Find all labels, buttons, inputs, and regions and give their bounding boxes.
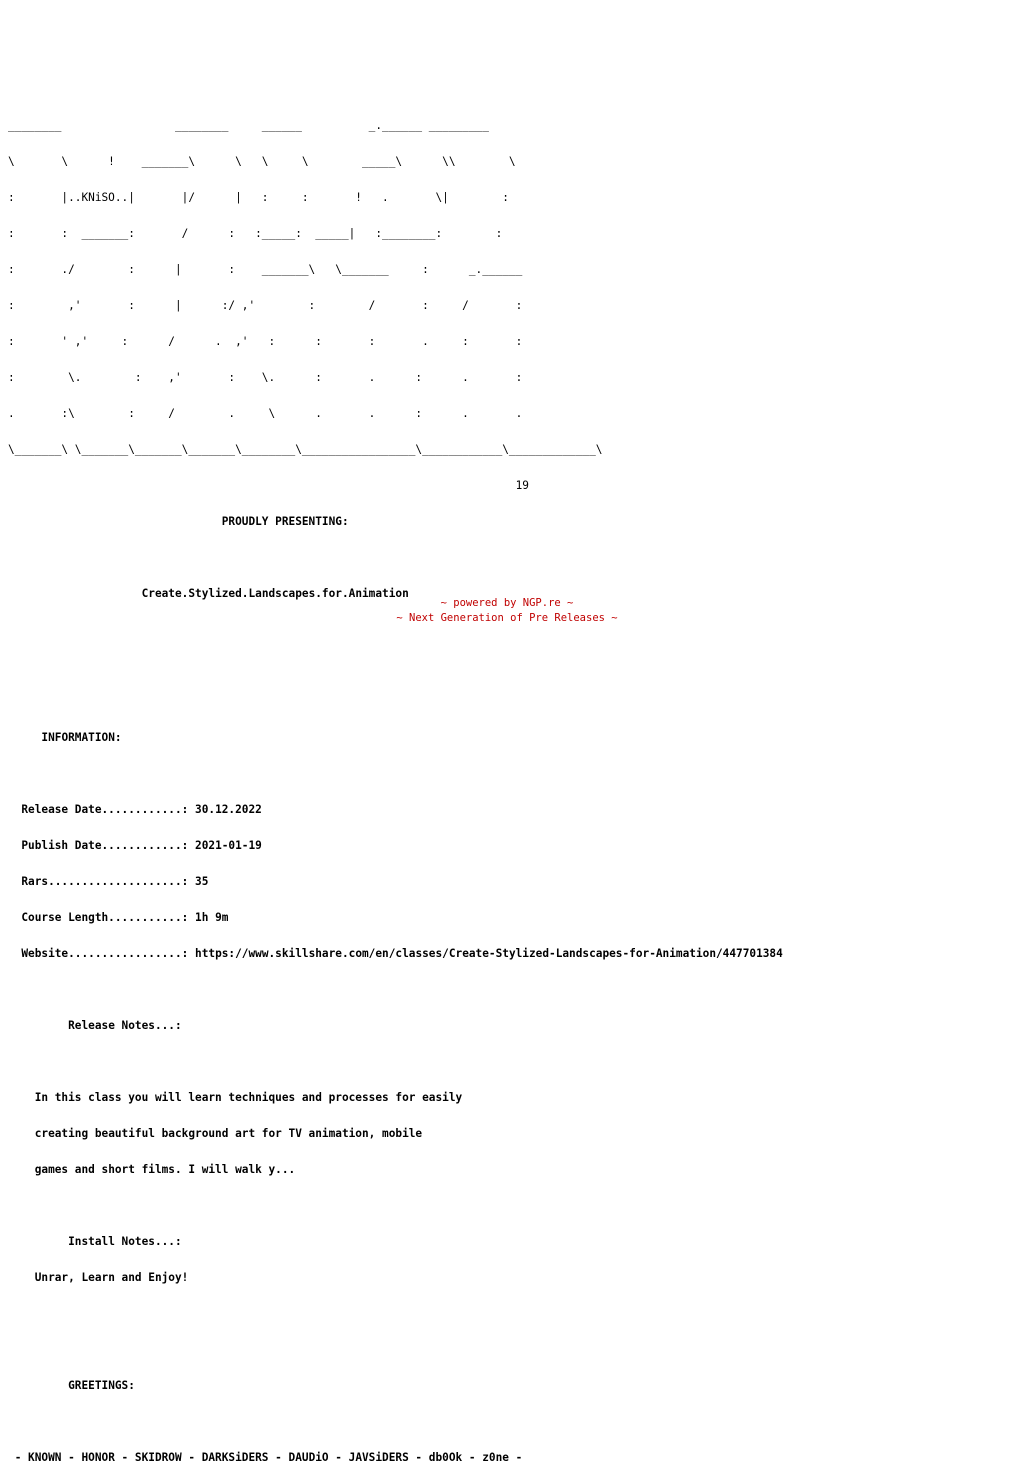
nfo-document xyxy=(8,96,783,1476)
info-value: 2021-01-19 xyxy=(195,839,262,852)
ascii-logo-line: : ,' : | :/ ,' : / : / : xyxy=(8,299,523,312)
indent xyxy=(8,1235,68,1248)
indent xyxy=(8,515,222,528)
ascii-logo-line: : ./ : | : _______\ \_______ : _.______ xyxy=(8,263,523,276)
ascii-logo-line: : ' ,' : / . ,' : : : . : : xyxy=(8,335,523,348)
greetings-text: - KNOWN - HONOR - SKIDROW - DARKSiDERS - DAUDiO - JAVSiDERS - db0Ok - z0ne - xyxy=(14,1451,523,1464)
indent xyxy=(8,947,21,960)
information-heading-line xyxy=(8,732,783,744)
indent xyxy=(8,731,41,744)
indent xyxy=(8,1127,35,1140)
indent xyxy=(8,1451,15,1464)
blank-line xyxy=(8,552,783,564)
indent xyxy=(8,911,21,924)
blank-line xyxy=(8,660,783,672)
release-notes-heading: Release Notes...: xyxy=(68,1019,182,1032)
indent xyxy=(8,839,21,852)
install-notes-heading: Install Notes...: xyxy=(68,1235,182,1248)
info-value: 35 xyxy=(195,875,209,888)
ascii-logo-line: : |..KNiSO..| |/ | : : ! . \| : xyxy=(8,191,509,204)
install-notes-text: Unrar, Learn and Enjoy! xyxy=(34,1271,189,1284)
blank-line xyxy=(8,696,783,708)
ascii-logo-line: : \. : ,' : \. : . : . : xyxy=(8,371,523,384)
release-notes-heading-line xyxy=(8,1020,783,1032)
indent xyxy=(8,1271,35,1284)
info-label: Course Length...........: xyxy=(21,911,189,924)
info-label: Rars....................: xyxy=(21,875,189,888)
blank-line xyxy=(8,1416,783,1428)
ascii-logo-line: : : _______: / : :_____: _____| :________: : xyxy=(8,227,503,240)
tagline: ~ Next Generation of Pre Releases ~ xyxy=(396,612,618,624)
release-notes-text: In this class you will learn techniques and processes for easily xyxy=(34,1091,463,1104)
greetings-line xyxy=(8,1452,783,1464)
info-row xyxy=(8,840,783,852)
blank-line xyxy=(8,984,783,996)
install-notes-heading-line xyxy=(8,1236,783,1248)
information-heading: INFORMATION: xyxy=(41,731,122,744)
release-notes-text: games and short films. I will walk y... xyxy=(34,1163,296,1176)
release-notes-line xyxy=(8,1128,783,1140)
greetings-heading: GREETINGS: xyxy=(68,1379,135,1392)
info-row xyxy=(8,804,783,816)
indent xyxy=(8,1163,35,1176)
blank-line xyxy=(8,1056,783,1068)
info-label: Publish Date............: xyxy=(21,839,189,852)
indent xyxy=(8,1019,68,1032)
website-value: https://www.skillshare.com/en/classes/Create-Stylized-Landscapes-for-Animation/447701384 xyxy=(195,947,783,960)
info-value: 30.12.2022 xyxy=(195,803,262,816)
indent xyxy=(8,803,21,816)
ascii-logo-line: . :\ : / . \ . . : . . xyxy=(8,407,523,420)
powered-by-line: ~ powered by NGP.re ~ xyxy=(440,597,574,609)
release-notes-line xyxy=(8,1092,783,1104)
indent xyxy=(8,1379,68,1392)
info-row xyxy=(8,948,783,960)
ascii-logo-line: 19 xyxy=(8,479,529,492)
footer xyxy=(0,596,1014,626)
info-row xyxy=(8,876,783,888)
install-notes-line xyxy=(8,1272,783,1284)
info-label: Release Date............: xyxy=(21,803,189,816)
release-notes-line xyxy=(8,1164,783,1176)
blank-line xyxy=(8,768,783,780)
greetings-heading-line xyxy=(8,1380,783,1392)
blank-line xyxy=(8,1344,783,1356)
blank-line xyxy=(8,1308,783,1320)
info-label: Website.................: xyxy=(21,947,189,960)
presenting-label: PROUDLY PRESENTING: xyxy=(221,515,349,528)
blank-line xyxy=(8,1200,783,1212)
presenting-line xyxy=(8,516,783,528)
info-value: 1h 9m xyxy=(195,911,229,924)
ascii-logo-line: \ \ ! _______\ \ \ \ _____\ \\ \ xyxy=(8,155,516,168)
info-row xyxy=(8,912,783,924)
ascii-logo-line: \_______\ \_______\_______\_______\________\_________________\____________\_____________\ xyxy=(8,443,603,456)
release-title: Create.Stylized.Landscapes.for.Animation xyxy=(141,587,409,600)
indent xyxy=(8,1091,35,1104)
indent xyxy=(8,875,21,888)
release-notes-text: creating beautiful background art for TV animation, mobile xyxy=(34,1127,423,1140)
ascii-logo-line: ________ ________ ______ _.______ _________ xyxy=(8,119,489,132)
